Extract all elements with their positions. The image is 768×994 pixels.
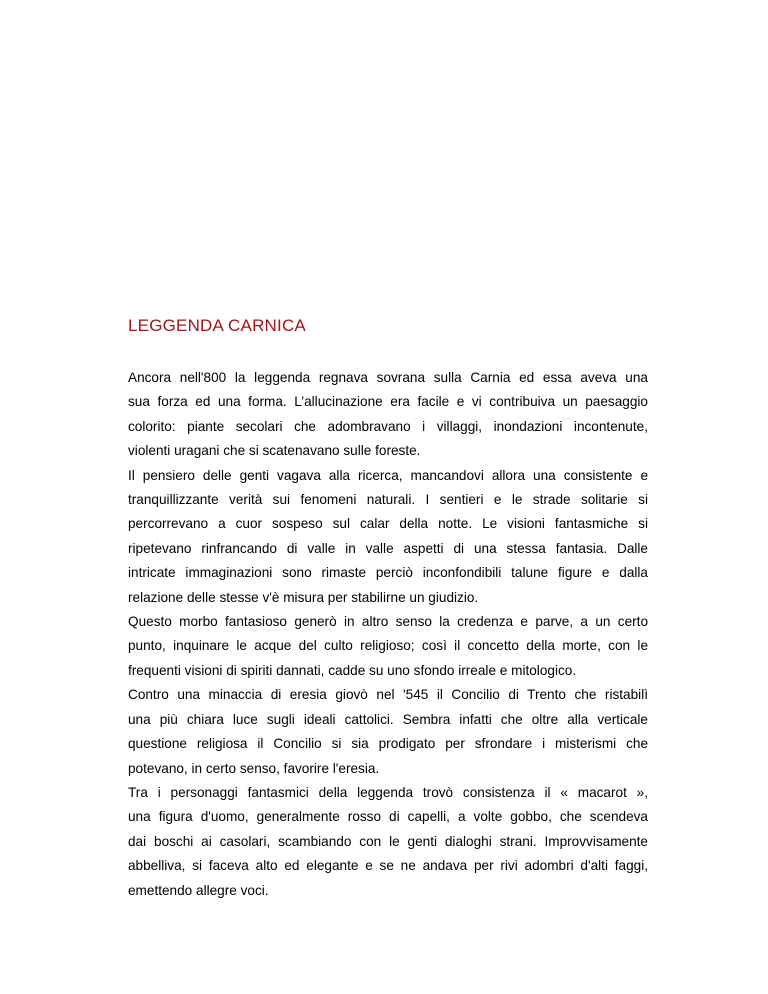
text-line: colorito: piante secolari che adombravano i villaggi, inondazioni incontenute, [128,418,648,434]
text-line: Contro una minaccia di eresia giovò nel '545 il Concilio di Trento che ristabilì [128,687,648,703]
text-line: tranquillizzante verità sui fenomeni naturali. I sentieri e le strade solitarie si [128,492,648,508]
text-line: relazione delle stesse v'è misura per stabilirne un giudizio. [128,589,479,605]
text-line: dai boschi ai casolari, scambiando con le genti dialoghi strani. Improvvisamente [128,833,648,849]
text-line: questione religiosa il Concilio si sia prodigato per sfrondare i misterismi che [128,736,648,752]
text-line: Ancora nell'800 la leggenda regnava sovrana sulla Carnia ed essa aveva una [128,370,648,385]
text-line: Tra i personaggi fantasmici della leggenda trovò consistenza il « macarot », [128,784,648,800]
text-line: potevano, in certo senso, favorire l'eresia. [128,760,380,776]
text-line: Il pensiero delle genti vagava alla ricerca, mancandovi allora una consistente e [128,467,648,483]
text-line: violenti uragani che si scatenavano sulle foreste. [128,443,421,459]
text-line: percorrevano a cuor sospeso sul calar della notte. Le visioni fantasmiche si [128,516,648,532]
text-line: intricate immaginazioni sono rimaste perciò inconfondibili talune figure e dalla [128,565,648,581]
text-line: emettendo allegre voci. [128,882,269,898]
text-line: punto, inquinare le acque del culto religioso; così il concetto della morte, con le [128,638,648,654]
text-line: ripetevano rinfrancando di valle in valle aspetti di una stessa fantasia. Dalle [128,540,648,556]
document-title: LEGGENDA CARNICA [128,316,306,335]
text-line: sua forza ed una forma. L’allucinazione era facile e vi contribuiva un paesaggio [128,394,648,410]
text-line: una più chiara luce sugli ideali cattolici. Sembra infatti che oltre alla verticale [128,711,648,727]
document-body [128,366,648,903]
text-line: frequenti visioni di spiriti dannati, cadde su uno sfondo irreale e mitologico. [128,662,577,678]
text-line: abbelliva, si faceva alto ed elegante e se ne andava per rivi adombri d'alti faggi, [128,858,648,874]
text-line: una figura d'uomo, generalmente rosso di capelli, a volte gobbo, che scendeva [128,809,648,825]
text-line: Questo morbo fantasioso generò in altro senso la credenza e parve, a un certo [128,614,648,630]
